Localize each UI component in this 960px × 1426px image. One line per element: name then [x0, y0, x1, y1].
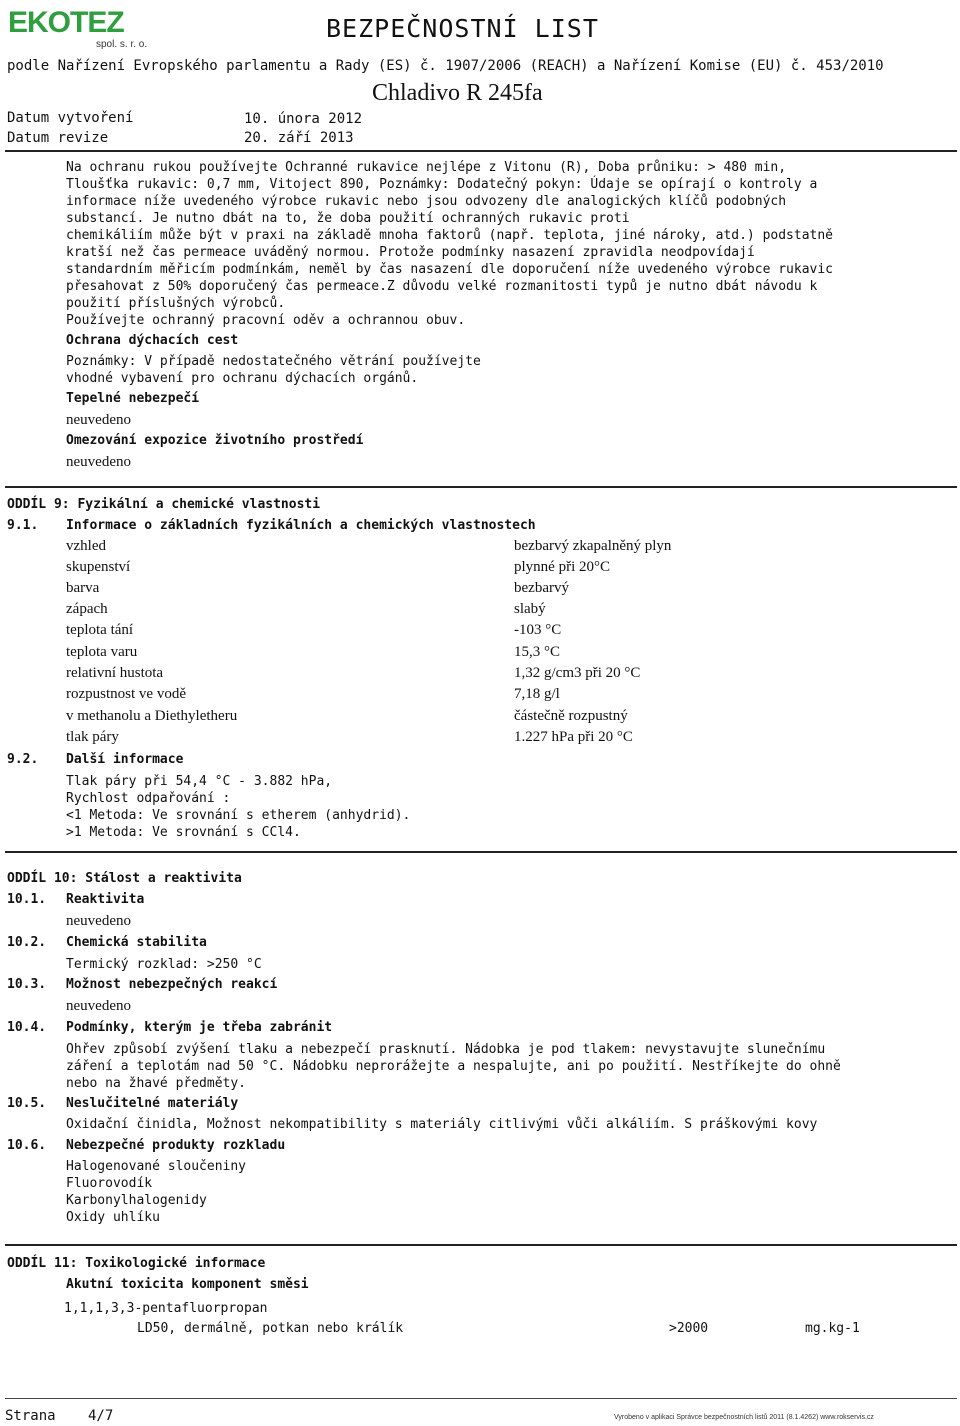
thermal-value: neuvedeno — [66, 412, 131, 428]
property-value: 1,32 g/cm3 při 20 °C — [514, 665, 641, 681]
env-heading: Omezování expozice životního prostředí — [66, 433, 364, 448]
gloves-line: Na ochranu rukou používejte Ochranné rukavice nejlépe z Vitonu (R), Doba průniku: > 480 min, — [66, 160, 787, 175]
section10-5-number: 10.5. — [7, 1096, 47, 1111]
section10-1-text: neuvedeno — [66, 913, 131, 929]
section10-1-number: 10.1. — [7, 892, 47, 907]
gloves-line: chemikáliím může být v praxi na základě mnoha faktorů (např. teplota, jiné nároky, atd.) podstatně — [66, 228, 834, 243]
property-value: 15,3 °C — [514, 644, 561, 660]
property-label: vzhled — [66, 538, 106, 554]
info-line: Rychlost odpařování : — [66, 791, 231, 806]
property-label: barva — [66, 580, 100, 596]
gloves-line: informace níže uvedeného výrobce rukavic nebo jsou odvozeny dle analogických klíčů podobných — [66, 194, 787, 209]
section10-5-text: Oxidační činidla, Možnost nekompatibility s materiály citlivými vůči alkáliím. S práškovými kovy — [66, 1117, 818, 1132]
property-label: teplota tání — [66, 622, 134, 638]
product-line: Halogenované sloučeniny — [66, 1159, 247, 1174]
property-label: zápach — [66, 601, 108, 617]
toxicity-test: LD50, dermálně, potkan nebo králík — [137, 1321, 404, 1336]
regulation-line: podle Nařízení Evropského parlamentu a Rady (ES) č. 1907/2006 (REACH) a Nařízení Komise (EU) č. 453/2010 — [7, 58, 884, 74]
section10-3-text: neuvedeno — [66, 998, 131, 1014]
section10-6-title: Nebezpečné produkty rozkladu — [66, 1138, 286, 1153]
section-divider — [5, 486, 957, 488]
section10-2-text: Termický rozklad: >250 °C — [66, 957, 262, 972]
gloves-text — [66, 159, 833, 329]
section10-2-number: 10.2. — [7, 935, 47, 950]
section10-6-text — [66, 1158, 246, 1226]
info-line: <1 Metoda: Ve srovnání s etherem (anhydrid). — [66, 808, 411, 823]
company-logo — [8, 6, 158, 50]
section11-subheading: Akutní toxicita komponent směsi — [66, 1277, 309, 1292]
text-line: záření a teplotám nad 50 °C. Nádobku neprorážejte a nespalujte, ani po použití. Nestříkejte do ohně — [66, 1059, 841, 1074]
section9-1-title: Informace o základních fyzikálních a chemických vlastnostech — [66, 518, 536, 533]
section10-6-number: 10.6. — [7, 1138, 47, 1153]
property-label: teplota varu — [66, 644, 138, 660]
section-divider — [5, 1244, 957, 1246]
gloves-line: standardním měřicím podmínkám, neměl by čas nasazení dle doporučení níže uvedeného výrobce rukavic — [66, 262, 834, 277]
gloves-line: Tloušťka rukavic: 0,7 mm, Vitoject 890, Poznámky: Dodatečný pokyn: Údaje se opírají o kontroly a — [66, 177, 818, 192]
page-number: 4/7 — [88, 1408, 114, 1424]
property-label: relativní hustota — [66, 665, 164, 681]
created-label: Datum vytvoření — [7, 110, 134, 126]
info-line: >1 Metoda: Ve srovnání s CCl4. — [66, 825, 301, 840]
property-label: tlak páry — [66, 729, 119, 745]
respiratory-text — [66, 353, 481, 387]
gloves-line: přesahovat z 50% doporučený čas permeace.Z důvodu velké rozmanitosti typů je nutno dbát návodu k — [66, 279, 818, 294]
gloves-line: kratší než čas permeace uváděný normou. Protože podmínky nasazení zpravidla neodpovídají — [66, 245, 755, 260]
env-value: neuvedeno — [66, 454, 131, 470]
property-value: 1.227 hPa při 20 °C — [514, 729, 633, 745]
product-line: Fluorovodík — [66, 1176, 153, 1191]
generator-note: Vyrobeno v aplikaci Správce bezpečnostních listů 2011 (8.1.4262) www.rokservis.cz — [614, 1414, 874, 1421]
product-name: Chladivo R 245fa — [372, 80, 543, 106]
page-label: Strana — [5, 1408, 56, 1424]
section10-4-number: 10.4. — [7, 1020, 47, 1035]
created-value: 10. února 2012 — [244, 111, 363, 127]
section10-5-title: Neslučitelné materiály — [66, 1096, 239, 1111]
section9-heading: ODDÍL 9: Fyzikální a chemické vlastnosti — [7, 497, 321, 512]
property-label: rozpustnost ve vodě — [66, 686, 186, 702]
property-value: 7,18 g/l — [514, 686, 560, 702]
gloves-line: použití příslušných výrobců. — [66, 296, 286, 311]
component-name: 1,1,1,3,3-pentafluorpropan — [64, 1301, 268, 1316]
property-value: -103 °C — [514, 622, 562, 638]
header-divider — [5, 150, 957, 152]
text-line: nebo na žhavé předměty. — [66, 1076, 247, 1091]
section10-4-title: Podmínky, kterým je třeba zabránit — [66, 1020, 333, 1035]
section9-1-number: 9.1. — [7, 518, 39, 533]
thermal-heading: Tepelné nebezpečí — [66, 391, 200, 406]
info-line: Tlak páry při 54,4 °C - 3.882 hPa, — [66, 774, 333, 789]
section9-2-number: 9.2. — [7, 752, 39, 767]
section-divider — [5, 851, 957, 853]
property-label: skupenství — [66, 559, 131, 575]
product-line: Karbonylhalogenidy — [66, 1193, 207, 1208]
section9-2-text — [66, 773, 410, 841]
property-value: slabý — [514, 601, 546, 617]
footer-divider — [5, 1398, 957, 1399]
property-value: částečně rozpustný — [514, 708, 628, 724]
section10-heading: ODDÍL 10: Stálost a reaktivita — [7, 871, 242, 886]
section9-2-title: Další informace — [66, 752, 184, 767]
section10-4-text — [66, 1041, 841, 1092]
respiratory-line: vhodné vybavení pro ochranu dýchacích orgánů. — [66, 371, 419, 386]
toxicity-unit: mg.kg-1 — [805, 1321, 860, 1336]
revision-label: Datum revize — [7, 130, 109, 146]
section10-3-title: Možnost nebezpečných reakcí — [66, 977, 278, 992]
product-line: Oxidy uhlíku — [66, 1210, 160, 1225]
document-title: BEZPEČNOSTNÍ LIST — [326, 14, 599, 43]
logo-text: EKOTEZ — [8, 6, 124, 39]
property-value: bezbarvý zkapalněný plyn — [514, 538, 672, 554]
property-value: bezbarvý — [514, 580, 569, 596]
section11-heading: ODDÍL 11: Toxikologické informace — [7, 1256, 266, 1271]
gloves-line: Používejte ochranný pracovní oděv a ochrannou obuv. — [66, 313, 466, 328]
text-line: Ohřev způsobí zvýšení tlaku a nebezpečí prasknutí. Nádobka je pod tlakem: nevystavujte slunečnímu — [66, 1042, 826, 1057]
property-value: plynné při 20°C — [514, 559, 610, 575]
respiratory-line: Poznámky: V případě nedostatečného větrání používejte — [66, 354, 481, 369]
gloves-line: substancí. Je nutno dbát na to, že doba použití ochranných rukavic proti — [66, 211, 630, 226]
revision-value: 20. září 2013 — [244, 130, 354, 146]
section10-3-number: 10.3. — [7, 977, 47, 992]
property-label: v methanolu a Diethyletheru — [66, 708, 238, 724]
toxicity-value: >2000 — [669, 1321, 709, 1336]
respiratory-heading: Ochrana dýchacích cest — [66, 333, 239, 348]
logo-subtext: spol. s. r. o. — [96, 39, 148, 50]
section10-1-title: Reaktivita — [66, 892, 145, 907]
section10-2-title: Chemická stabilita — [66, 935, 207, 950]
